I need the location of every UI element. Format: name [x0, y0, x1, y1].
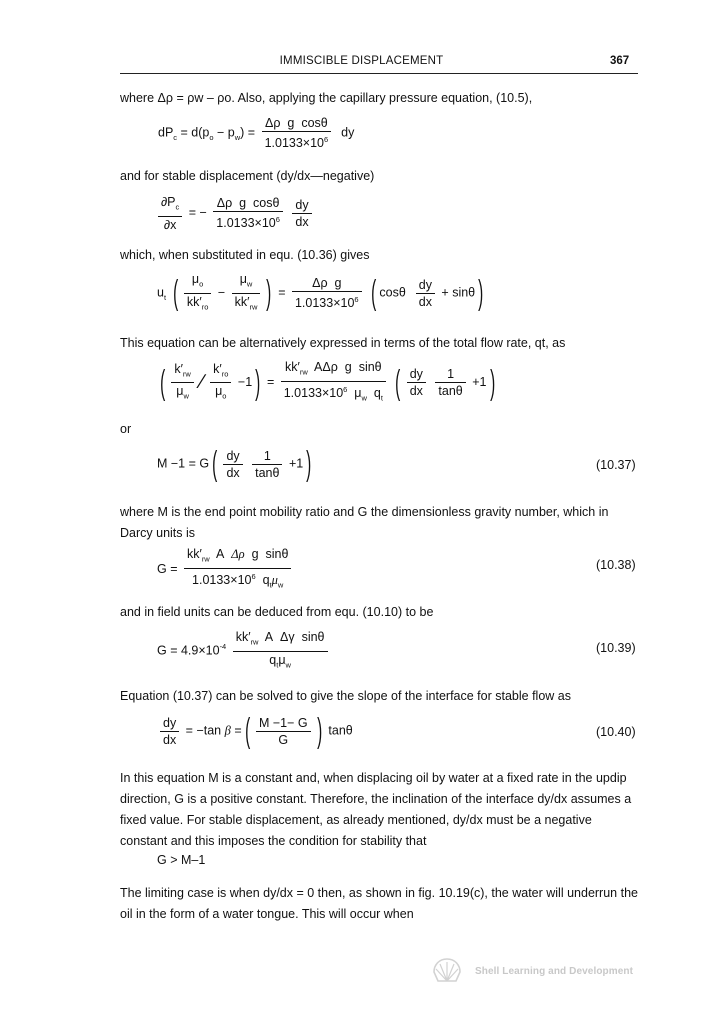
equation-total-velocity: $u_t$ ( $\frac{\mu_o}{kk'_{ro}}$ − $\frac{\mu_w}{kk'_{rw}}$ ) = $\frac{\text{Δρ g}}{1.0133\times 10^6}$ ( cosθ $\frac{dy}{dx}$ + sinθ) — [157, 272, 484, 312]
equation-10-38: G = $\frac{kk'_{rw} A \Delta\rho g \sin\theta}{1.0133\times 10^6 q_t\mu_w}$ — [157, 547, 294, 592]
equation-capillary-pressure: $dP_c = d(p_o - p_w)$ = $\frac{\text{Δρ g cosθ}}{1.0133\times 10^6}$ dy — [158, 116, 355, 151]
paragraph-2: and for stable displacement (dy/dx—negative) — [120, 169, 375, 183]
header-rule — [120, 73, 638, 74]
paragraph-4: This equation can be alternatively expressed in terms of the total flow rate, qt, as — [120, 336, 566, 350]
equation-stable-gradient: $\frac{\partial P_c}{\partial x}$ = − $\frac{\text{Δρ g cosθ}}{1.0133\times 10^6}$ $\frac{dy}{dx}$ — [155, 195, 315, 232]
footer-brand: Shell Learning and Development — [475, 966, 634, 977]
equation-10-39: $G = 4.9\times 10^{-4}$ $\frac{kk'_{rw} A \Delta\gamma \sin\theta}{q_t\mu_w}$ — [157, 630, 331, 672]
equation-10-40: $\frac{dy}{dx}$ = −tan β =( $\frac{M -1- G}{G}$ ) tanθ — [157, 714, 353, 748]
page-number: 367 — [610, 55, 630, 67]
paragraph-7: and in field units can be deduced from equ. (10.10) to be — [120, 605, 434, 619]
paragraph-6: where M is the end point mobility ratio and G the dimensionless gravity number, which in Darcy units is — [120, 505, 609, 540]
paragraph-3: which, when substituted in equ. (10.36) gives — [120, 248, 370, 262]
equation-number-10-37: (10.37) — [596, 458, 636, 472]
running-header-title: IMMISCIBLE DISPLACEMENT — [279, 55, 444, 67]
paragraph-8: Equation (10.37) can be solved to give the slope of the interface for stable flow as — [120, 689, 571, 703]
equation-10-37: M −1 = G( $\frac{dy}{dx}$ $\frac{1}{\tan\theta}$ +1) — [157, 445, 312, 483]
paragraph-1: where Δρ = ρw – ρo. Also, applying the capillary pressure equation, (10.5), — [120, 91, 533, 105]
stability-condition: G > M–1 — [157, 853, 206, 867]
equation-total-rate-form: ( $\frac{k'_{rw}}{\mu_w}$ ∕ $\frac{k'_{ro}}{\mu_o}$ −1) = $\frac{kk'_{rw} A\Delta\rho g \sin\theta}{1.0133\times 10^6 \mu_w q_t}$ ( $\frac{dy}{dx}$ $\frac{1}{\tan\theta}$ +1) — [160, 360, 495, 403]
shell-logo-icon — [432, 957, 462, 985]
paragraph-11: The limiting case is when dy/dx = 0 then, as shown in fig. 10.19(c), the water will underrun the oil in the form of a water tongue. This will occur when — [120, 886, 638, 921]
equation-number-10-40: (10.40) — [596, 725, 636, 739]
equation-number-10-38: (10.38) — [596, 558, 636, 572]
paragraph-5: or — [120, 422, 132, 436]
paragraph-9: In this equation M is a constant and, when displacing oil by water at a fixed rate in the updip direction, G is a positive constant. Therefore, the inclination of the interface dy/dx assumes a fixed value. For stable displacement, as already mentioned, dy/dx must be a negative constant and this imposes the condition for stability that — [120, 771, 632, 848]
equation-number-10-39: (10.39) — [596, 641, 636, 655]
